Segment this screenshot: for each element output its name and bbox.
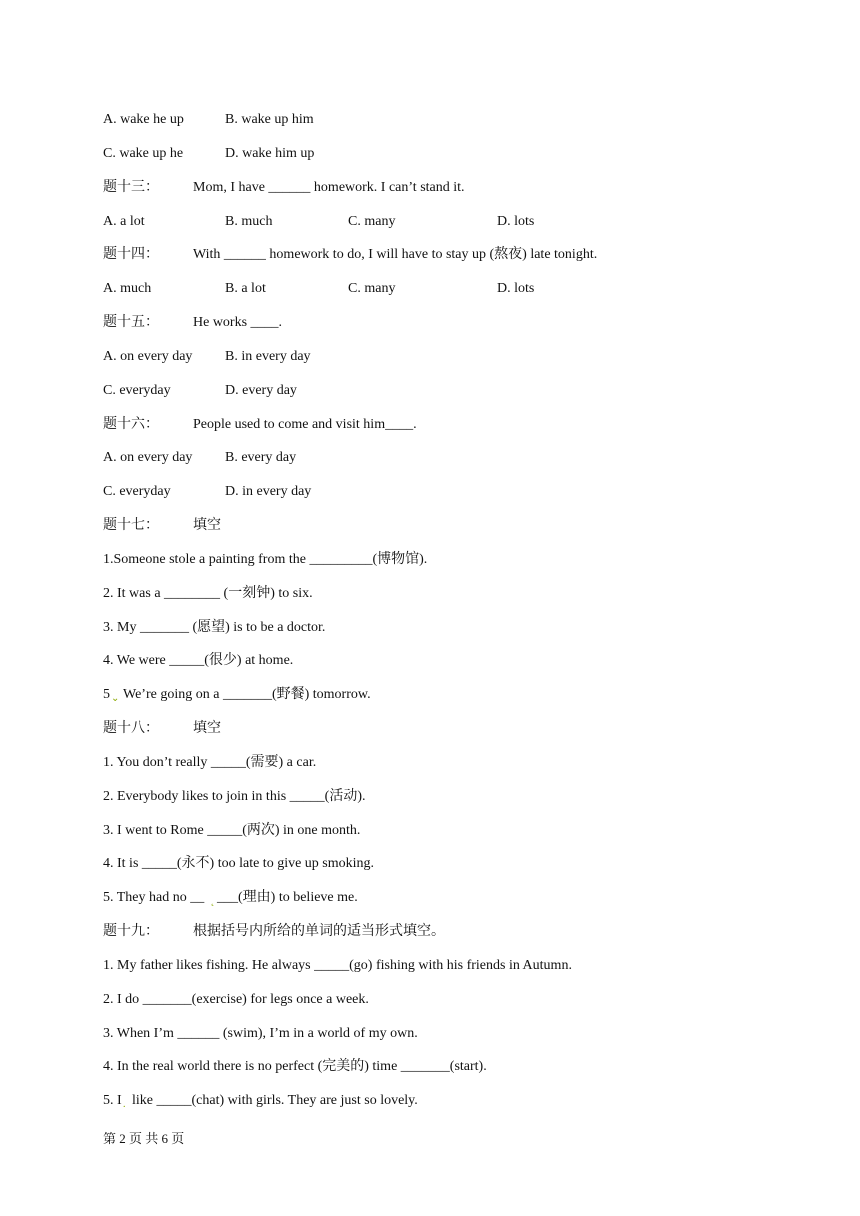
item-number: 5. I (103, 1093, 122, 1108)
option-d: D. in every day (225, 484, 312, 499)
item-text: 2. Everybody likes to join in this _____(活动). (103, 789, 366, 804)
item-text: 2. I do _______(exercise) for legs once a week. (103, 992, 369, 1007)
item-text-cont: ___(理由) to believe me. (217, 890, 358, 905)
option-a: A. on every day (103, 349, 193, 364)
question-text: People used to come and visit him____. (193, 417, 417, 432)
item-text: 3. My _______ (愿望) is to be a doctor. (103, 620, 326, 635)
edit-mark-icon: . (123, 1099, 126, 1110)
question-number: 题十六： (103, 417, 159, 432)
option-a: A. wake he up (103, 112, 184, 127)
item-text: 1.Someone stole a painting from the _________(博物馆). (103, 552, 428, 567)
question-text: With ______ homework to do, I will have to stay up (熬夜) late tonight. (193, 247, 598, 262)
question-text: Mom, I have ______ homework. I can’t stand it. (193, 180, 465, 195)
option-c: C. wake up he (103, 146, 184, 161)
item-text: 3. When I’m ______ (swim), I’m in a world of my own. (103, 1026, 418, 1041)
fill-blank-item (103, 686, 371, 704)
question-text: 填空 (193, 518, 221, 533)
option-d: D. wake him up (225, 146, 315, 161)
option-b: B. much (225, 214, 273, 229)
option-d: D. every day (225, 383, 297, 398)
item-text: 4. It is _____(永不) too late to give up smoking. (103, 856, 375, 871)
question-text: He works ____. (193, 315, 283, 330)
question-number: 题十八： (103, 721, 159, 736)
item-text: 3. I went to Rome _____(两次) in one month. (103, 823, 361, 838)
edit-mark-icon: ˛ (211, 896, 215, 907)
option-b: B. wake up him (225, 112, 314, 127)
option-c: C. everyday (103, 383, 171, 398)
option-c: C. many (348, 214, 396, 229)
option-b: B. a lot (225, 281, 266, 296)
option-a: A. much (103, 281, 152, 296)
edit-mark-icon: ⌄ (111, 693, 120, 704)
option-c: C. many (348, 281, 396, 296)
item-text: 1. My father likes fishing. He always _____(go) fishing with his friends in Autumn. (103, 958, 572, 973)
item-text: 2. It was a ________ (一刻钟) to six. (103, 586, 313, 601)
question-text: 根据括号内所给的单词的适当形式填空。 (193, 924, 445, 939)
item-text: 4. We were _____(很少) at home. (103, 653, 294, 668)
option-b: B. in every day (225, 349, 311, 364)
item-text: We’re going on a _______(野餐) tomorrow. (123, 687, 371, 702)
option-d: D. lots (497, 214, 535, 229)
item-text: 1. You don’t really _____(需要) a car. (103, 755, 317, 770)
option-a: A. a lot (103, 214, 145, 229)
question-number: 题十三： (103, 180, 159, 195)
option-c: C. everyday (103, 484, 171, 499)
fill-blank-item (103, 1092, 418, 1110)
question-number: 题十五： (103, 315, 159, 330)
item-text: 5. They had no __ (103, 890, 205, 905)
question-number: 题十四： (103, 247, 159, 262)
option-a: A. on every day (103, 450, 193, 465)
item-text: 4. In the real world there is no perfect (完美的) time _______(start). (103, 1059, 487, 1074)
item-number: 5 (103, 687, 110, 702)
fill-blank-item (103, 889, 358, 907)
option-b: B. every day (225, 450, 297, 465)
page-footer: 第 2 页 共 6 页 (103, 1131, 185, 1146)
item-text: like _____(chat) with girls. They are just so lovely. (132, 1093, 418, 1108)
question-number: 题十七： (103, 518, 159, 533)
question-text: 填空 (193, 721, 221, 736)
question-number: 题十九： (103, 924, 159, 939)
option-d: D. lots (497, 281, 535, 296)
